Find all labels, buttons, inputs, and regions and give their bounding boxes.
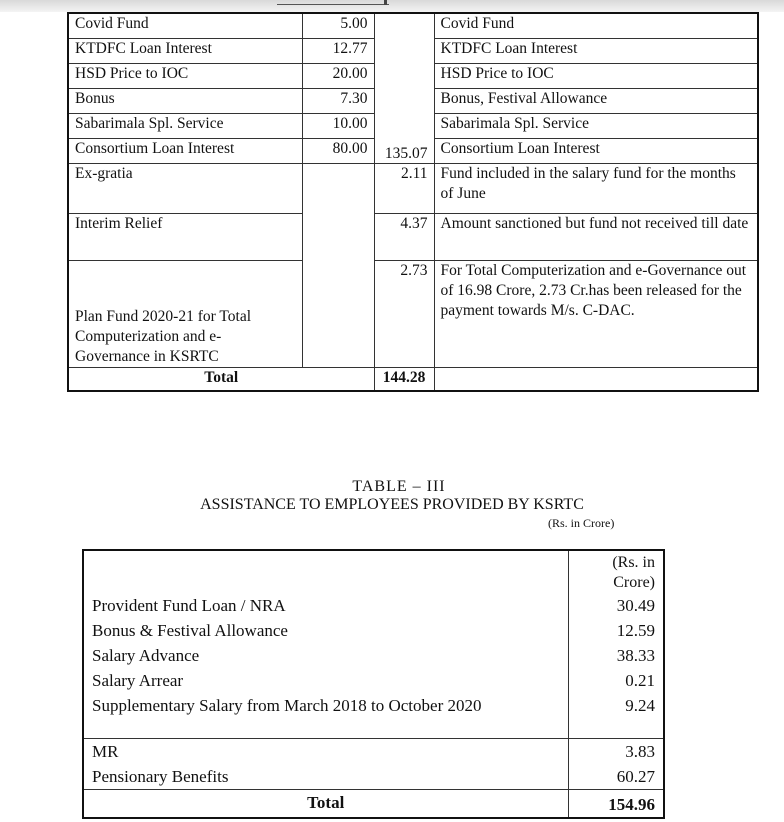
total-label: Total	[83, 789, 568, 818]
table-row	[68, 113, 758, 138]
total-label: Total	[68, 367, 374, 391]
item-amount: 12.77	[302, 38, 374, 63]
item-label: KTDFC Loan Interest	[68, 38, 302, 63]
table-row	[83, 668, 664, 693]
table-row	[68, 260, 758, 367]
item-note: Sabarimala Spl. Service	[434, 113, 758, 138]
item-label: Consortium Loan Interest	[68, 138, 302, 163]
assistance-label: Salary Arrear	[92, 671, 184, 690]
item-amount: 5.00	[302, 13, 374, 38]
table-row	[68, 38, 758, 63]
assistance-value: 38.33	[568, 643, 664, 668]
assistance-value: 30.49	[568, 593, 664, 618]
empty-cell	[302, 163, 374, 213]
assistance-label: MR	[83, 738, 568, 764]
table-row	[68, 163, 758, 213]
item-note: HSD Price to IOC	[434, 63, 758, 88]
item-note: Amount sanctioned but fund not received till date	[434, 213, 758, 260]
item-note: KTDFC Loan Interest	[434, 38, 758, 63]
assistance-label: Bonus & Festival Allowance	[92, 621, 288, 640]
item-subtotal	[374, 13, 434, 38]
total-row	[68, 367, 758, 391]
assistance-value: 60.27	[568, 764, 664, 790]
item-label: Plan Fund 2020-21 for Total Computerization and e-Governance in KSRTC	[68, 260, 302, 367]
item-note: Fund included in the salary fund for the months of June	[434, 163, 758, 213]
item-note: Consortium Loan Interest	[434, 138, 758, 163]
previous-page-mark	[384, 0, 387, 5]
total-row	[83, 789, 664, 818]
assistance-value: 9.24	[568, 693, 664, 738]
empty-cell	[302, 213, 374, 260]
empty-cell	[434, 367, 758, 391]
table-row	[83, 738, 664, 764]
table-row	[68, 213, 758, 260]
empty-cell	[302, 260, 374, 367]
item-subtotal	[374, 38, 434, 63]
item-amount: 10.00	[302, 113, 374, 138]
item-label: Interim Relief	[68, 213, 302, 260]
total-value: 154.96	[568, 789, 664, 818]
previous-page-rule	[277, 0, 389, 5]
item-note: For Total Computerization and e-Governance out of 16.98 Crore, 2.73 Cr.has been released for the payment towards M/s. C-DAC.	[434, 260, 758, 367]
item-label: Ex-gratia	[68, 163, 302, 213]
assistance-value: 3.83	[568, 738, 664, 764]
table-row	[68, 138, 758, 163]
table-row	[83, 643, 664, 668]
total-value: 144.28	[374, 367, 434, 391]
item-label: Covid Fund	[68, 13, 302, 38]
assistance-label: Salary Advance	[92, 646, 200, 665]
table-subtitle: ASSISTANCE TO EMPLOYEES PROVIDED BY KSRTC	[200, 496, 584, 513]
assistance-label: Supplementary Salary from March 2018 to October 2020	[92, 696, 482, 715]
fund-allocation-table	[67, 12, 759, 392]
table-row	[83, 693, 664, 738]
assistance-value: 12.59	[568, 618, 664, 643]
empty-cell	[83, 550, 568, 593]
table-row	[83, 593, 664, 618]
assistance-label: Provident Fund Loan / NRA	[92, 596, 286, 615]
item-subtotal: 2.73	[374, 260, 434, 367]
item-subtotal	[374, 88, 434, 113]
item-label: Sabarimala Spl. Service	[68, 113, 302, 138]
item-subtotal	[374, 63, 434, 88]
item-subtotal: 4.37	[374, 213, 434, 260]
item-subtotal: 135.07	[374, 138, 434, 163]
item-label: Bonus	[68, 88, 302, 113]
table-row	[68, 13, 758, 38]
unit-header: (Rs. in Crore)	[568, 550, 664, 593]
item-amount: 80.00	[302, 138, 374, 163]
item-amount: 20.00	[302, 63, 374, 88]
table-title: TABLE – III	[352, 478, 446, 495]
item-subtotal: 2.11	[374, 163, 434, 213]
assistance-value: 0.21	[568, 668, 664, 693]
item-label: HSD Price to IOC	[68, 63, 302, 88]
table-row	[68, 88, 758, 113]
employee-assistance-table	[82, 549, 665, 819]
item-subtotal	[374, 113, 434, 138]
table-row	[83, 764, 664, 790]
unit-note: (Rs. in Crore)	[548, 516, 615, 530]
assistance-label: Pensionary Benefits	[92, 766, 229, 786]
item-note: Bonus, Festival Allowance	[434, 88, 758, 113]
table-row	[68, 63, 758, 88]
top-scroll-shadow	[0, 0, 784, 12]
item-note: Covid Fund	[434, 13, 758, 38]
unit-header-row	[83, 550, 664, 593]
item-amount: 7.30	[302, 88, 374, 113]
table-row	[83, 618, 664, 643]
